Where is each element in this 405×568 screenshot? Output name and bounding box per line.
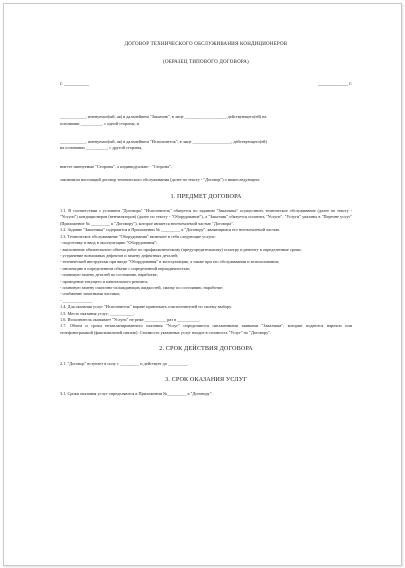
section-2-heading: 2. СРОК ДЕЙСТВИЯ ДОГОВОРА	[159, 345, 253, 353]
list-item: - плановую замену деталей по состоянию, наработке;	[60, 272, 158, 278]
party-contractor-line2: на основании __________, с другой стороны,	[60, 145, 143, 151]
concluded-clause: заключили настоящий договор технического обслуживания (далее по тексту - "Договор") о нижеследующем:	[60, 177, 260, 183]
clause-1-1: 1.1. В соответствии с условием "Договора" "Исполнитель" обязуется по заданию "Заказчика" осуществить техническое обслуживание (далее по тексту - "Услуги") кондиционеров (вентиляторов) (далее по тексту - "Оборудование"), а "Заказчик" обязуется оплатить "Услуги". "Услуги" указаны в "Перечне услуг" (Приложение № _________ к "Договору"), которое является неотъемлемой частью "Договора".	[60, 208, 352, 226]
document-body	[60, 38, 352, 398]
parties-together: вместе именуемые "Стороны", а индивидуально - "Сторона",	[60, 163, 172, 169]
party-contractor-line1: ____________, именуемое(ый, ая) в дальнейшем "Исполнитель", в лице __________________, действующего(ей)	[60, 139, 267, 145]
list-item: - проведение текущего и капитального ремонта;	[60, 278, 149, 284]
clause-1-5: 1.5. Место оказания услуг: ___________.	[60, 310, 135, 316]
document-subtitle: (ОБРАЗЕЦ ТИПОВОГО ДОГОВОРА)	[163, 60, 249, 66]
list-item: - технический инструктаж при вводе "Оборудования" в эксплуатацию, а также при его обслуживании и использовании;	[60, 259, 280, 265]
clause-3-1: 3.1. Сроки оказания услуг определяются в Приложении №_________ к "Договору".	[60, 391, 213, 397]
city-field: г. __________	[60, 81, 89, 87]
clause-2-1: 2.1. "Договор" вступает в силу с _________ и действует до _________.	[60, 360, 189, 366]
list-item: - устранение возможных дефектов и замену дефектных деталей;	[60, 252, 178, 258]
list-item: - инспекцию в определенном объеме с определенной периодичностью;	[60, 265, 191, 271]
clause-1-2: 1.2. Задание "Заказчика" содержится в Приложении № _________ к "Договору", являющимся его неотъемлемой частью.	[60, 227, 281, 233]
date-field: ____________ г.	[318, 81, 352, 87]
list-item: - подготовку и ввод в эксплуатацию "Оборудования";	[60, 240, 158, 246]
list-item: - снабжение запасными частями;	[60, 291, 121, 297]
section-1-heading: 1. ПРЕДМЕТ ДОГОВОРА	[170, 192, 242, 200]
list-item: - выполнение обязательного объема работ по профилактическому (предупредительному) осмотру и ремонту в определенные сроки;	[60, 246, 302, 252]
clause-1-4: 1.4. Для оказания услуг "Исполнитель" вправе привлекать соисполнителей по своему выбору.	[60, 304, 232, 310]
clause-1-6: 1.6. Исполнитель оказывает "Услуги" не реже __________ раз в __________.	[60, 316, 200, 322]
clause-1-3: 1.3. Техническое обслуживание "Оборудования" включает в себя следующие услуги:	[60, 233, 216, 239]
clause-1-7: 1.7. Объем и сроки незапланированного оказания "Услуг" определяются письменными заявками "Заказчика", которые подаются нарочно или телефонограммой (факсимильной связью). Стоимость указанных услуг входит в стоимость "Услуг" по "Договору".	[60, 323, 352, 335]
list-item: - плановую замену смазочно-охлаждающих жидкостей, смазку по состоянию, наработке;	[60, 284, 224, 290]
document-title: ДОГОВОР ТЕХНИЧЕСКОГО ОБСЛУЖИВАНИЯ КОНДИЦИОНЕРОВ	[124, 42, 288, 47]
party-customer-line2: основании __________, с одной стороны, и	[60, 120, 139, 126]
city-date-line	[60, 82, 352, 88]
list-item: - ______________	[60, 297, 93, 303]
section-3-heading: 3. СРОК ОКАЗАНИЯ УСЛУГ	[165, 376, 247, 383]
party-customer-line1: ____________, именуемое(ый, ая) в дальнейшем "Заказчик", в лице ___________________, действующего(ей) на	[60, 114, 267, 120]
